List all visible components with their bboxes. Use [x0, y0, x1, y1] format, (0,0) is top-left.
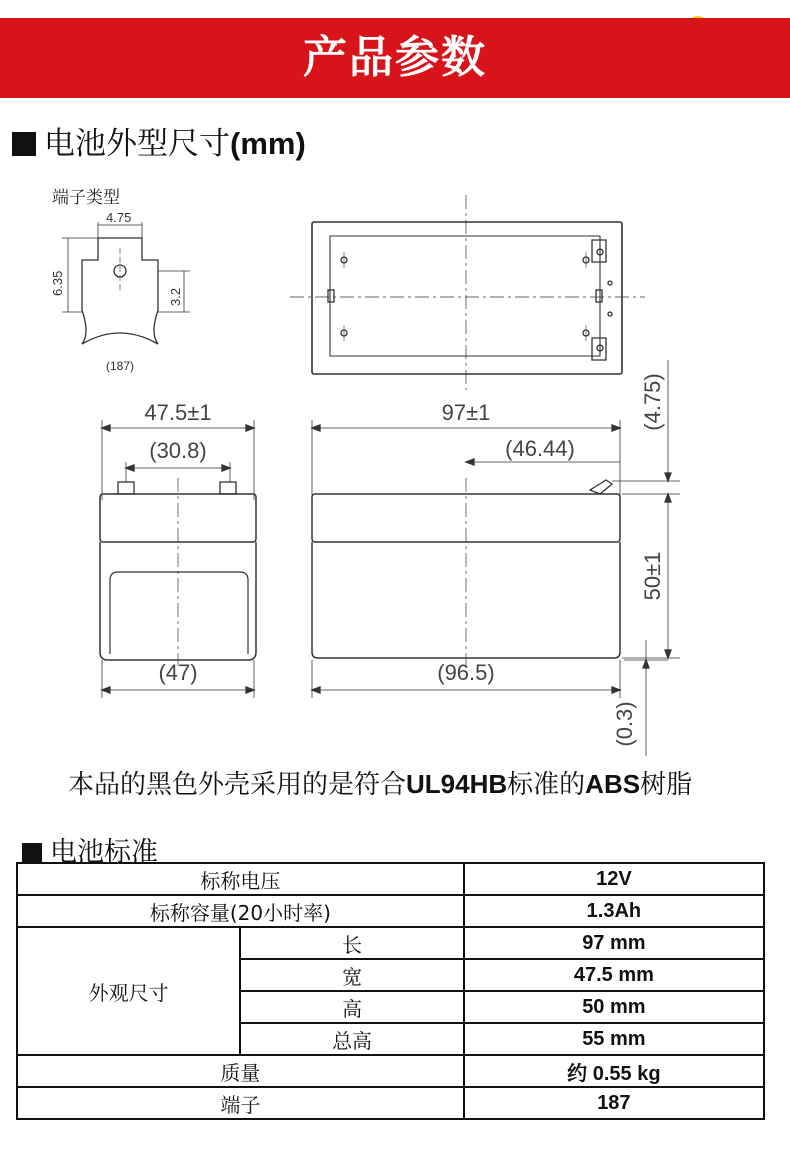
side-view-drawing: [312, 360, 680, 756]
terminal-width-label: 4.75: [106, 210, 132, 225]
square-bullet-icon: [22, 843, 42, 863]
terminal-hole-label: 3.2: [168, 287, 183, 306]
table-row: [17, 863, 764, 895]
length-value: 97 mm: [464, 927, 764, 959]
nominal-voltage-label: 标称电压: [17, 863, 464, 895]
body-height-label: 50±1: [640, 551, 665, 601]
width-value: 47.5 mm: [464, 959, 764, 991]
dimensions-title-unit: (mm): [230, 126, 306, 161]
front-terminal-spacing-label: (30.8): [149, 438, 207, 463]
dimensions-label: 外观尺寸: [17, 927, 240, 1055]
terminal-value: 187: [464, 1087, 764, 1119]
header-banner: [0, 18, 790, 98]
terminal-detail-drawing: [62, 222, 190, 344]
weight-value: 约 0.55 kg: [464, 1055, 764, 1087]
terminal-height-dimension-label: (4.75): [640, 373, 665, 431]
nominal-voltage-value: 12V: [464, 863, 764, 895]
terminal-label: 端子: [17, 1087, 464, 1119]
total-height-value: 55 mm: [464, 1023, 764, 1055]
table-row: [17, 927, 764, 959]
note-standard: UL94HB: [406, 769, 508, 799]
height-value: 50 mm: [464, 991, 764, 1023]
terminal-type-label: 端子类型: [52, 188, 120, 207]
table-row: [17, 1055, 764, 1087]
total-height-label: 总高: [240, 1023, 463, 1055]
side-base-length-label: (96.5): [437, 660, 495, 685]
dimension-drawing: [0, 180, 790, 760]
side-length-label: 97±1: [441, 400, 491, 425]
bottom-gap-label: (0.3): [612, 701, 637, 747]
dimensions-section-title: [12, 118, 306, 163]
square-bullet-icon: [12, 132, 36, 156]
note-suffix: 树脂: [640, 770, 693, 800]
height-label: 高: [240, 991, 463, 1023]
terminal-height-label: 6.35: [50, 270, 65, 296]
side-terminal-offset-label: (46.44): [505, 436, 575, 461]
note-material: ABS: [585, 769, 641, 799]
note-prefix: 本品的黑色外壳采用的是符合: [68, 770, 407, 800]
length-label: 长: [240, 927, 463, 959]
spec-table: [16, 862, 765, 1120]
width-label: 宽: [240, 959, 463, 991]
terminal-type-code: (187): [106, 359, 135, 373]
dimensions-title-text: 电池外型尺寸: [44, 126, 230, 162]
nominal-capacity-label: 标称容量(20小时率): [17, 895, 464, 927]
note-middle: 标准的: [507, 770, 586, 800]
nominal-capacity-value: 1.3Ah: [464, 895, 764, 927]
standard-title-text: 电池标准: [50, 837, 158, 868]
banner-title: 产品参数: [303, 32, 487, 83]
table-row: [17, 1087, 764, 1119]
front-width-label: 47.5±1: [144, 400, 212, 425]
front-base-width-label: (47): [158, 660, 198, 685]
table-row: [17, 895, 764, 927]
material-note: [68, 764, 692, 801]
top-view-drawing: [290, 195, 645, 390]
weight-label: 质量: [17, 1055, 464, 1087]
